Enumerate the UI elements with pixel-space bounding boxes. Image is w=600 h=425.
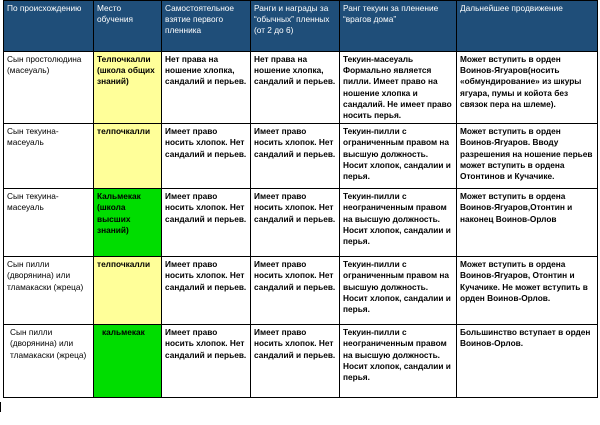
header-advancement: Дальнейшее продвижение xyxy=(457,1,598,52)
status-table xyxy=(3,0,598,398)
cell-origin: Сын простолюдина (масеуаль) xyxy=(4,52,94,124)
header-ranks: Ранги и награды за “обычных” пленных (от 2 до 6) xyxy=(251,1,340,52)
header-origin: По происхождению xyxy=(4,1,94,52)
cell-tequihua: Текуин-масеуаль Формально является пилли. Имеет право на ношение хлопка и сандалий. Не имеет право носить перья. xyxy=(340,52,457,124)
cell-ranks: Имеет право носить хлопок. Нет сандалий и перьев. xyxy=(251,189,340,257)
text-cursor-mark xyxy=(0,402,1,412)
cell-ranks: Нет права на ношение хлопка, сандалий и перьев. xyxy=(251,52,340,124)
table-row xyxy=(4,124,598,189)
cell-advancement: Может вступить в орден Воинов-Ягуаров(носить «обмундирование» из шкуры ягуара, пумы и койота без связок пера на шлеме). xyxy=(457,52,598,124)
cell-first-captive: Имеет право носить хлопок. Нет сандалий и перьев. xyxy=(162,124,251,189)
cell-advancement: Большинство вступает в орден Воинов-Орлов. xyxy=(457,325,598,398)
cell-school: кальмекак xyxy=(94,325,162,398)
cell-tequihua: Текуин-пилли с неограниченным правом на высшую должность. Носит хлопок, сандалии и перья. xyxy=(340,189,457,257)
cell-origin: Сын текуина-масеуаль xyxy=(4,189,94,257)
cell-first-captive: Имеет право носить хлопок. Нет сандалий и перьев. xyxy=(162,325,251,398)
cell-first-captive: Имеет право носить хлопок. Нет сандалий и перьев. xyxy=(162,189,251,257)
table-row xyxy=(4,325,598,398)
cell-origin: Сын пилли (дворянина) или тламакаски (жреца) xyxy=(4,257,94,325)
cell-school: Телпочкалли (школа общих знаний) xyxy=(94,52,162,124)
cell-school: Кальмекак (школа высших знаний) xyxy=(94,189,162,257)
cell-ranks: Имеет право носить хлопок. Нет сандалий и перьев. xyxy=(251,124,340,189)
cell-tequihua: Текуин-пилли с ограниченным правом на высшую должность. Носит хлопок, сандалии и перья. xyxy=(340,124,457,189)
cell-ranks: Имеет право носить хлопок. Нет сандалий и перьев. xyxy=(251,257,340,325)
table-row xyxy=(4,189,598,257)
cell-advancement: Может вступить в ордена Воинов-Ягуаров,Отонтин и наконец Воинов-Орлов xyxy=(457,189,598,257)
table-row xyxy=(4,257,598,325)
cell-school: телпочкалли xyxy=(94,124,162,189)
header-row xyxy=(4,1,598,52)
cell-origin: Сын пилли (дворянина) или тламакаски (жреца) xyxy=(4,325,94,398)
cell-first-captive: Нет права на ношение хлопка, сандалий и перьев. xyxy=(162,52,251,124)
cell-first-captive: Имеет право носить хлопок. Нет сандалий и перьев. xyxy=(162,257,251,325)
cell-advancement: Может вступить в орден Воинов-Ягуаров. Вводу разрешения на ношение перьев может вступить в ордена Отонтинов и Кучачике. xyxy=(457,124,598,189)
header-first-captive: Самостоятельное взятие первого пленника xyxy=(162,1,251,52)
cell-advancement: Может вступить в ордена Воинов-Ягуаров, Отонтин и Кучачике. Не может вступить в орден Воинов-Орлов. xyxy=(457,257,598,325)
header-tequihua: Ранг текуин за пленение “врагов дома” xyxy=(340,1,457,52)
cell-tequihua: Текуин-пилли с неограниченным правом на высшую должность. Носит хлопок, сандалии и перья. xyxy=(340,325,457,398)
cell-tequihua: Текуин-пилли с ограниченным правом на высшую должность. Носит хлопок, сандалии и перья. xyxy=(340,257,457,325)
cell-origin: Сын текуина-масеуаль xyxy=(4,124,94,189)
header-school: Место обучения xyxy=(94,1,162,52)
cell-school: телпочкалли xyxy=(94,257,162,325)
table-row xyxy=(4,52,598,124)
cell-ranks: Имеет право носить хлопок. Нет сандалий и перьев. xyxy=(251,325,340,398)
